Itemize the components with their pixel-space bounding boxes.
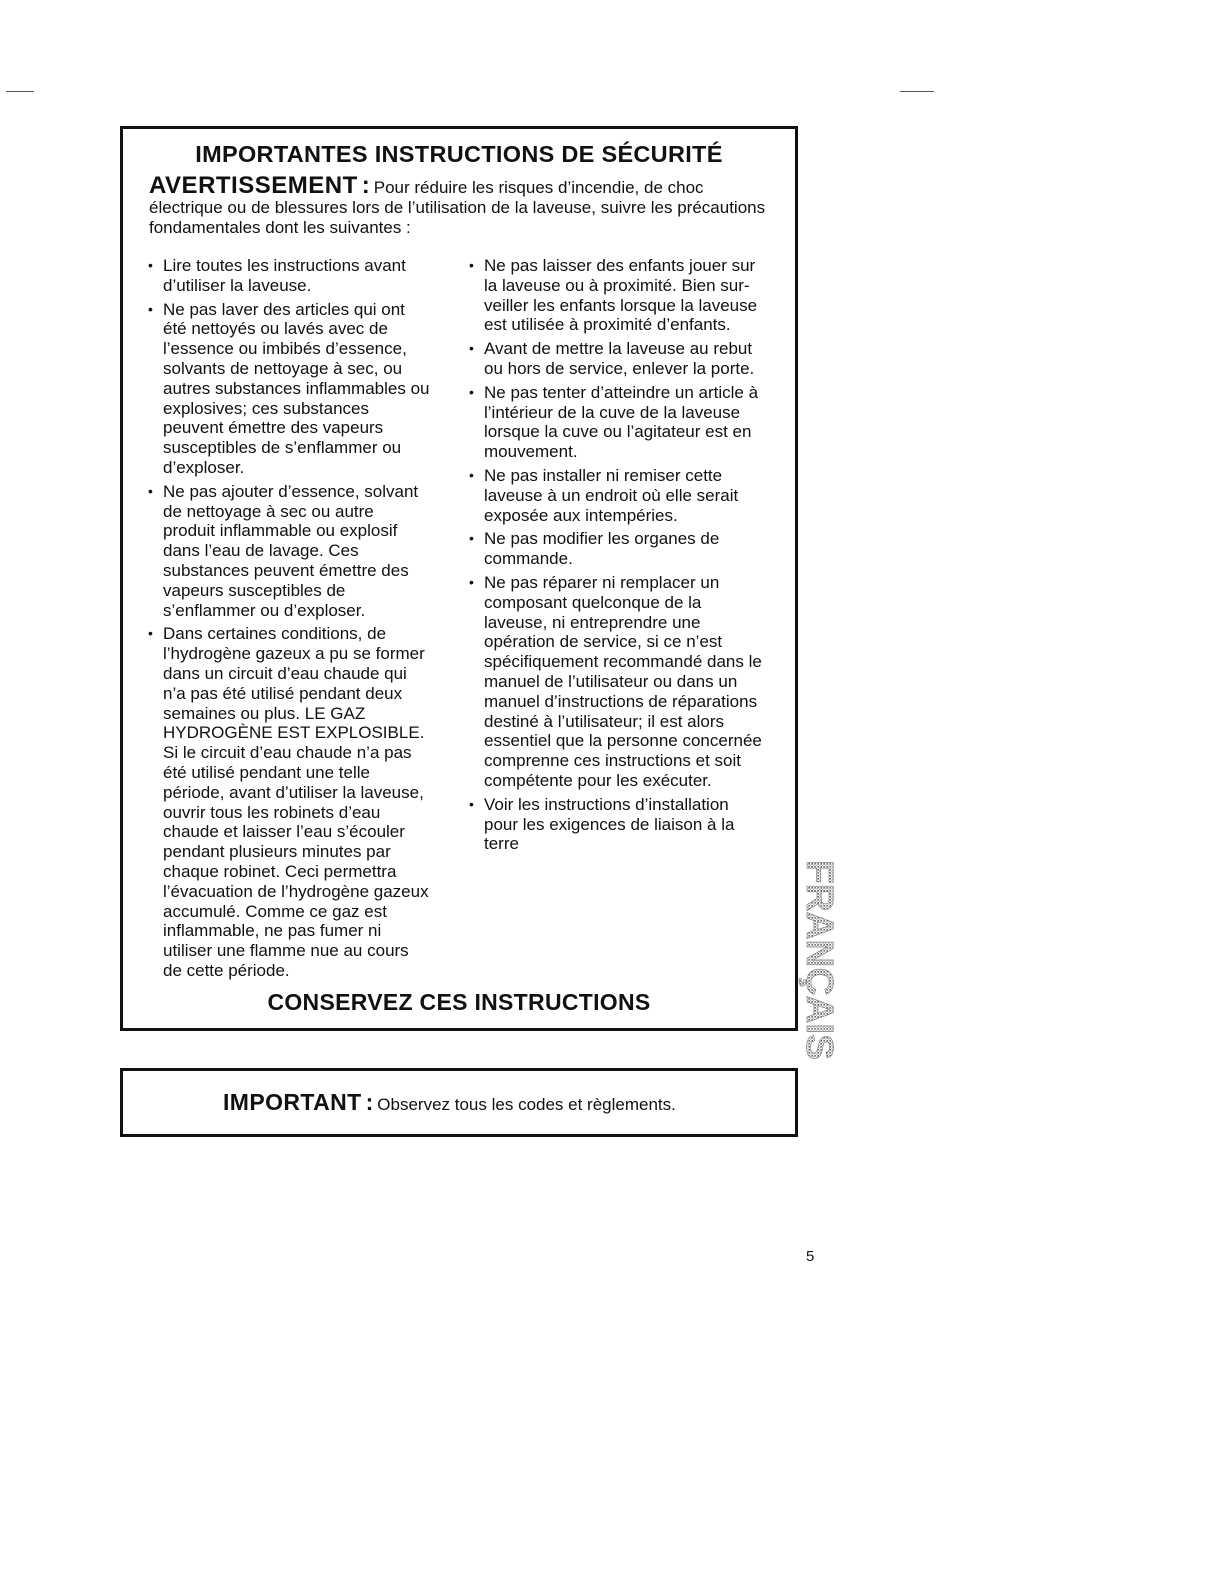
crop-mark-left <box>6 91 34 92</box>
warning-text: Pour réduire les risques d’incendie, de choc électrique ou de blessures lors de l’utilisation de la laveuse, suivre les précautions fondamentales dont les suivantes : <box>149 178 766 237</box>
list-item <box>148 300 453 478</box>
list-item <box>148 256 453 296</box>
list-item-text: Lire toutes les instructions avant d’utiliser la laveuse. <box>163 256 406 295</box>
bullet-icon: • <box>469 257 474 273</box>
list-item <box>469 795 787 854</box>
list-item-text: Ne pas laisser des enfants jouer sur la laveuse ou à proximité. Bien sur- veiller les enfants lorsque la laveuse est utilisée à proximité d’enfants. <box>484 256 758 335</box>
warning-paragraph <box>149 172 779 238</box>
list-item-text: Dans certaines conditions, de l’hydrogène gazeux a pu se former dans un circuit d’eau chaude qui n’a pas été utilisé pendant deux semaines ou plus. LE GAZ HYDROGÈNE EST EXPLOSIBLE. Si le circuit d’eau chaude n’a pas été utilisé pendant une telle période, avant d’utiliser la laveuse, ouvrir tous les robinets d’eau chaude et laisser l’eau s’écouler pendant plusieurs minutes par chaque robinet. Ceci permettra l’évacuation de l’hydrogène gazeux accumulé. Comme ce gaz est inflammable, ne pas fumer ni utiliser une flamme nue au cours de cette période. <box>163 624 429 980</box>
list-item <box>469 256 787 335</box>
left-instruction-column <box>148 256 453 985</box>
list-item-text: Ne pas ajouter d’essence, solvant de nettoyage à sec ou autre produit inflammable ou explosif dans l’eau de lavage. Ces substances peuvent émettre des vapeurs susceptibles de s’enflammer ou d’exploser. <box>163 481 419 620</box>
list-item-text: Ne pas modifier les organes de commande. <box>484 529 720 569</box>
important-label: IMPORTANT <box>223 1089 362 1115</box>
list-item <box>469 339 787 379</box>
safety-instructions-box <box>120 126 798 1031</box>
warning-label: AVERTISSEMENT <box>149 172 358 199</box>
bullet-icon: • <box>148 257 153 273</box>
bullet-icon: • <box>469 383 474 400</box>
list-item <box>469 466 787 525</box>
list-item-text: Voir les instructions d’installation pour les exigences de liaison à la terre <box>484 794 735 854</box>
bullet-icon: • <box>469 340 474 357</box>
bullet-icon: • <box>148 625 153 642</box>
language-side-tab <box>776 860 856 1070</box>
list-item-text: Ne pas réparer ni remplacer un composant quelconque de la laveuse, ni entreprendre une opération de service, si ce n’est spécifiquement recommandé dans le manuel de l’utilisateur ou dans un manuel d’instructions de réparations destiné à l’utilisateur; il est alors essentiel que la personne concernée comprenne ces instructions et soit compétente pour les exécuter. <box>484 572 762 790</box>
important-text: Observez tous les codes et règlements. <box>377 1095 676 1114</box>
list-item-text: Ne pas laver des articles qui ont été nettoyés ou lavés avec de l’essence ou imbibés d’essence, solvants de nettoyage à sec, ou autres substances inflammables ou explosives; ces substances peuvent émettre des vapeurs susceptibles de s’enflammer ou d’exploser. <box>163 299 430 477</box>
list-item-text: Avant de mettre la laveuse au rebut ou hors de service, enlever la porte. <box>484 339 755 378</box>
bullet-icon: • <box>148 482 153 499</box>
language-tab-graphic <box>776 860 856 1070</box>
list-item-text: Ne pas installer ni remiser cette laveuse à un endroit où elle serait exposée aux intempéries. <box>484 465 739 525</box>
save-instructions-footer: CONSERVEZ CES INSTRUCTIONS <box>267 989 651 1015</box>
bullet-icon: • <box>469 795 474 812</box>
bullet-icon: • <box>148 300 153 317</box>
important-separator: : <box>365 1089 374 1115</box>
list-item <box>148 482 453 621</box>
important-line <box>223 1089 676 1116</box>
list-item <box>148 624 453 980</box>
list-item <box>469 383 787 462</box>
safety-title: IMPORTANTES INSTRUCTIONS DE SÉCURITÉ <box>195 141 723 167</box>
list-item-text: Ne pas tenter d’atteindre un article à l’intérieur de la cuve de la laveuse lorsque la cuve ou l’agitateur est en mouvement. <box>484 382 759 462</box>
list-item <box>469 529 787 569</box>
bullet-icon: • <box>469 466 474 483</box>
bullet-icon: • <box>469 530 474 547</box>
crop-mark-right <box>900 91 934 92</box>
page-number: 5 <box>806 1248 815 1265</box>
warning-separator: : <box>361 172 370 199</box>
important-notice-box <box>120 1068 798 1137</box>
list-item <box>469 573 787 791</box>
language-tab-label: FRANÇAIS <box>798 860 840 1057</box>
bullet-icon: • <box>469 573 474 590</box>
right-instruction-column <box>469 256 787 858</box>
